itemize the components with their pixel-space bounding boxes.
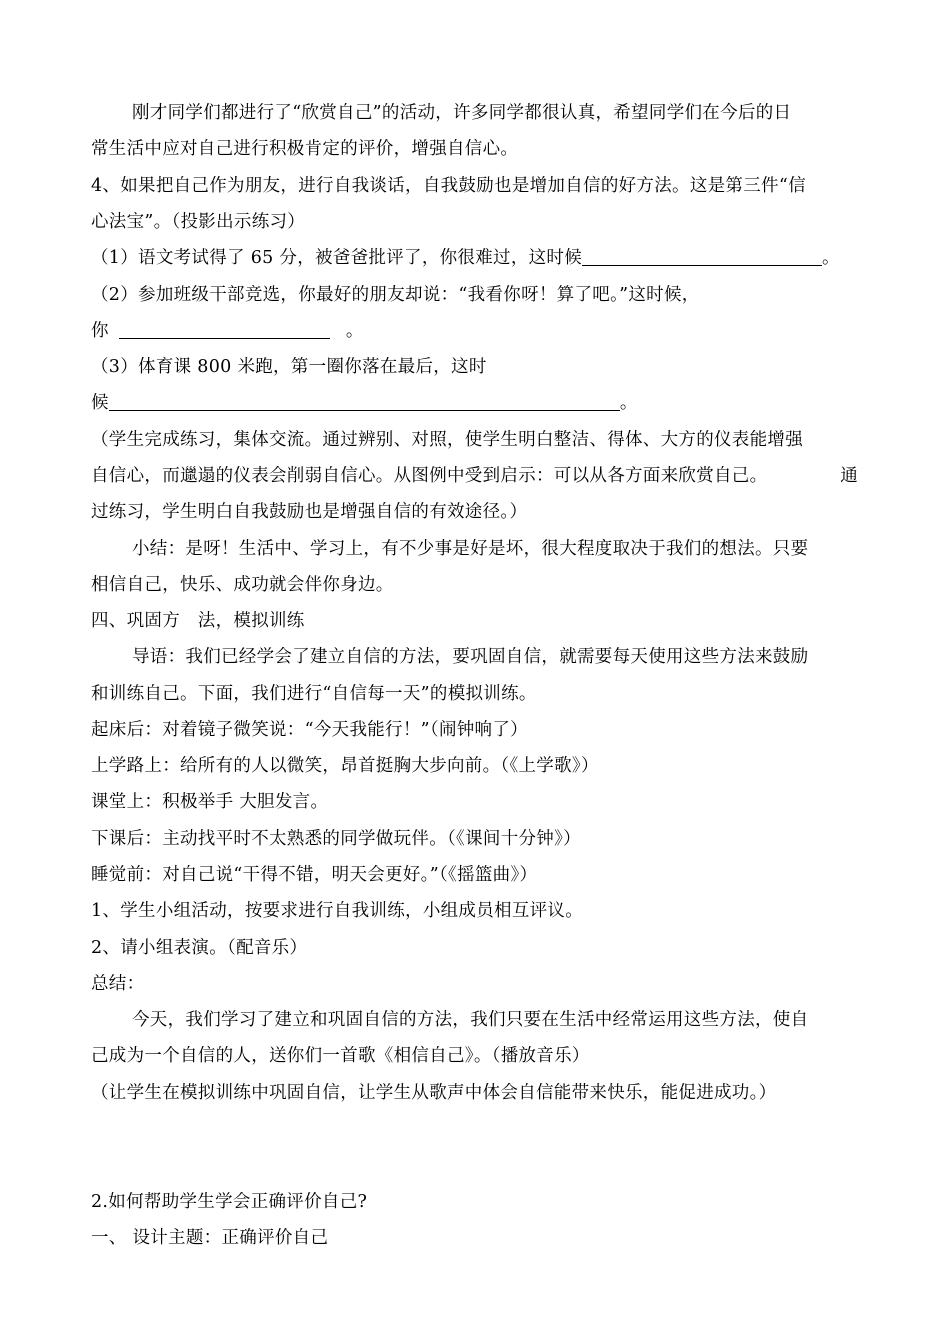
schedule-item: 睡觉前：对自己说“干得不错，明天会更好。”（《摇篮曲》）	[91, 865, 538, 885]
section-heading: 四、巩固方 法，模拟训练	[91, 611, 305, 631]
answer-blank	[119, 320, 330, 339]
exercise-2-answer	[91, 319, 364, 343]
paragraph-line: 刚才同学们都进行了“欣赏自己”的活动，许多同学都很认真，希望同学们在今后的日	[132, 103, 792, 123]
summary-line: 小结：是呀！生活中、学习上，有不少事是好是坏，很大程度取决于我们的想法。只要	[132, 539, 809, 559]
paragraph-text: 自信心，而邋遢的仪表会削弱自信心。从图例中受到启示：可以从各方面来欣赏自己。	[91, 466, 768, 486]
exercise-3-answer	[91, 391, 638, 415]
list-item: 1、学生小组活动，按要求进行自我训练，小组成员相互评议。	[91, 901, 584, 921]
answer-blank	[582, 247, 822, 266]
exercise-1-text: （1）语文考试得了 65 分，被爸爸批评了，你很难过，这时候	[91, 248, 583, 268]
paragraph-line: 常生活中应对自己进行积极肯定的评价，增强自信心。	[91, 139, 519, 159]
paragraph-line	[91, 464, 858, 488]
paragraph-line: 心法宝”。（投影出示练习）	[91, 212, 306, 232]
paragraph-line: 过练习，学生明白自我鼓励也是增强自信的有效途径。）	[91, 502, 528, 522]
exercise-3-end: 。	[619, 393, 638, 413]
summary-line: 相信自己，快乐、成功就会伴你身边。	[91, 575, 394, 595]
exercise-3-text: 候	[91, 393, 109, 413]
paragraph-line: 今天，我们学习了建立和巩固自信的方法，我们只要在生活中经常运用这些方法，使自	[132, 1010, 809, 1030]
question-heading: 2.如何帮助学生学会正确评价自己?	[91, 1192, 368, 1212]
exercise-2: （2）参加班级干部竞选，你最好的朋友却说：“我看你呀！算了吧。”这时候，	[91, 285, 700, 305]
paragraph-line: （学生完成练习，集体交流。通过辨别、对照，使学生明白整洁、得体、大方的仪表能增强	[91, 430, 803, 450]
list-item: 2、请小组表演。（配音乐）	[91, 938, 308, 958]
exercise-1	[91, 246, 840, 270]
schedule-item: 下课后：主动找平时不太熟悉的同学做玩伴。（《课间十分钟》）	[91, 829, 581, 849]
paragraph-line: 4、如果把自己作为朋友，进行自我谈话，自我鼓励也是增加自信的好方法。这是第三件“信	[91, 176, 806, 196]
schedule-item: 起床后：对着镜子微笑说：“今天我能行！”（闹钟响了）	[91, 720, 528, 740]
answer-blank	[109, 392, 620, 411]
section-heading: 一、 设计主题：正确评价自己	[91, 1228, 329, 1248]
schedule-item: 课堂上：积极举手 大胆发言。	[91, 792, 329, 812]
exercise-2-end: 。	[345, 321, 364, 341]
paragraph-line: （让学生在模拟训练中巩固自信，让学生从歌声中体会自信能带来快乐，能促进成功。）	[91, 1083, 777, 1103]
exercise-1-end: 。	[822, 248, 840, 268]
conclusion-heading: 总结：	[91, 974, 145, 994]
exercise-3: （3）体育课 800 米跑，第一圈你落在最后，这时	[91, 357, 487, 377]
exercise-2-text: 你	[91, 321, 109, 341]
paragraph-line: 和训练自己。下面，我们进行“自信每一天”的模拟训练。	[91, 684, 537, 704]
paragraph-line: 导语：我们已经学会了建立自信的方法，要巩固自信，就需要每天使用这些方法来鼓励	[132, 647, 809, 667]
paragraph-line: 己成为一个自信的人，送你们一首歌《相信自己》。（播放音乐）	[91, 1046, 590, 1066]
schedule-item: 上学路上：给所有的人以微笑，昂首挺胸大步向前。（《上学歌》）	[91, 756, 599, 776]
paragraph-text: 通	[840, 466, 858, 486]
